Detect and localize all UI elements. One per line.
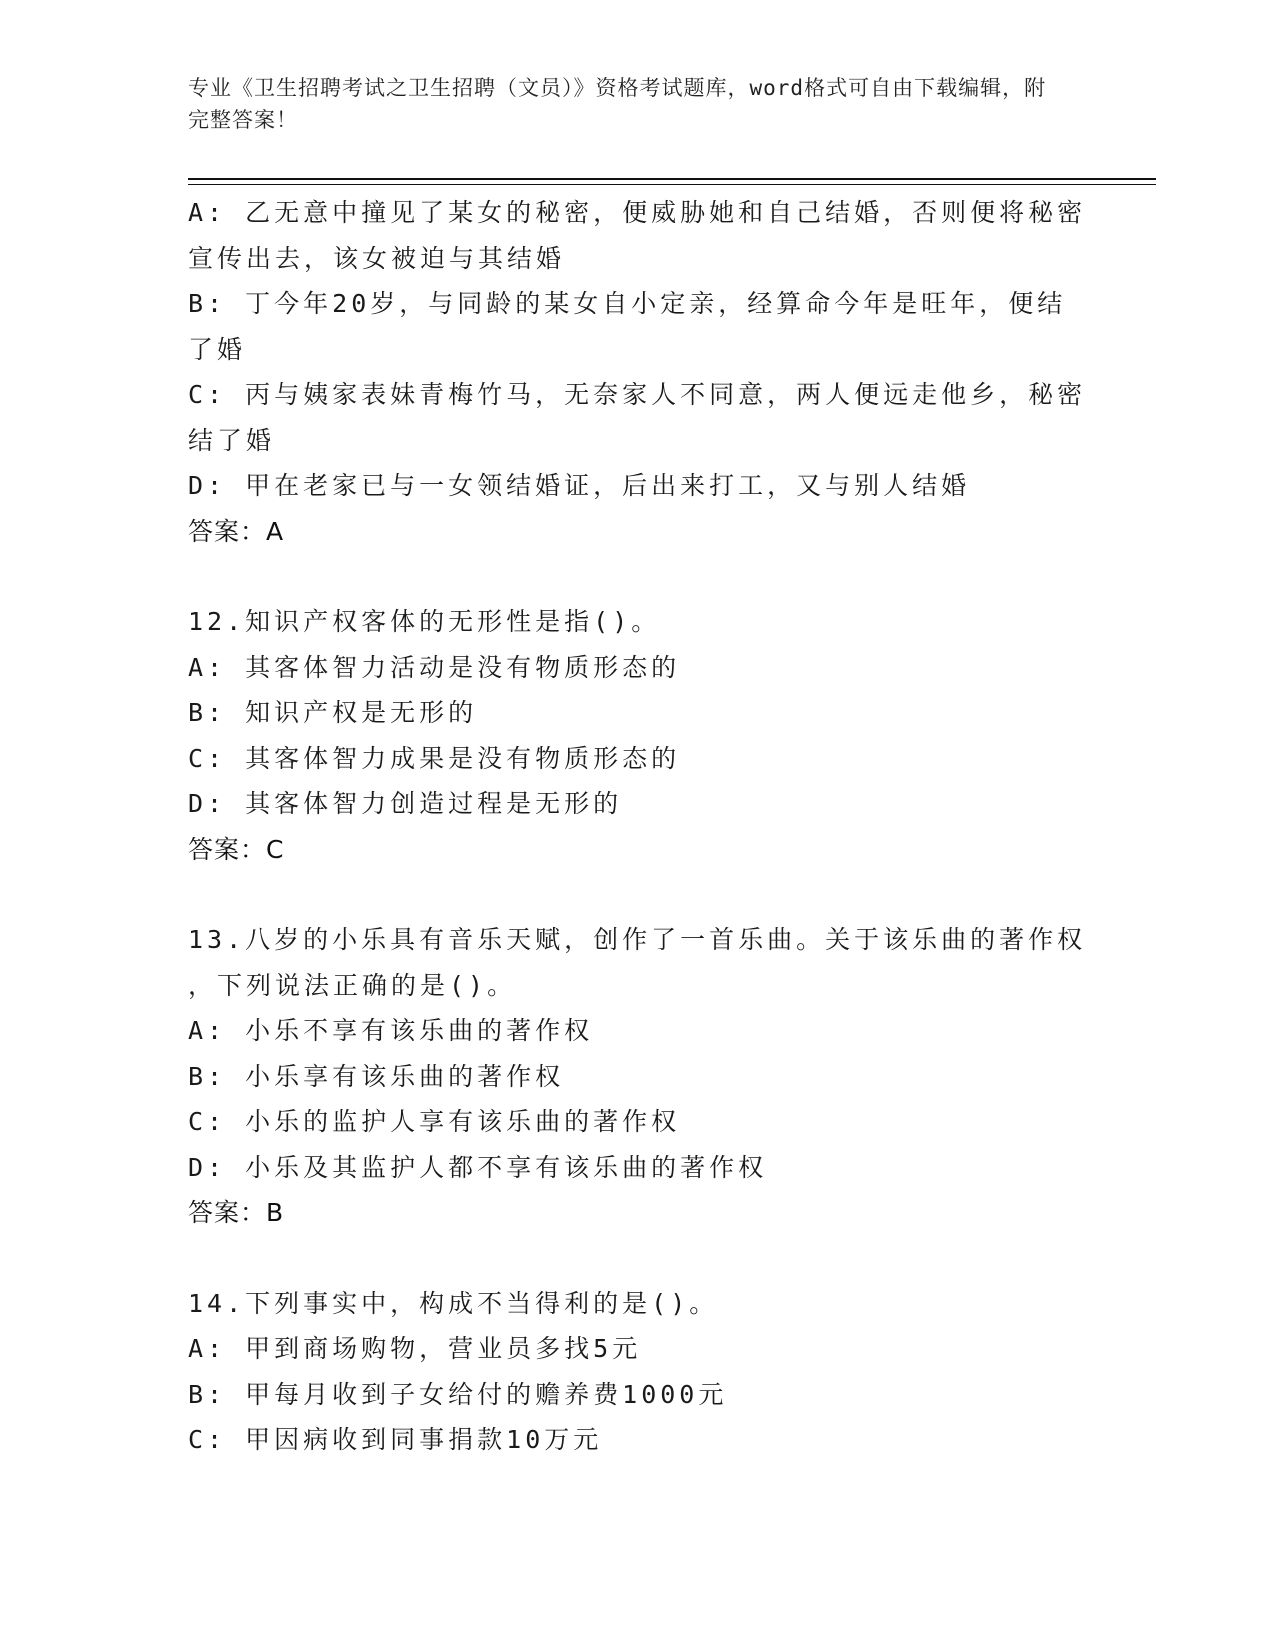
block-spacer — [188, 1236, 1088, 1281]
header-divider-thick — [188, 178, 1156, 180]
answer-12: 答案：C — [188, 834, 285, 864]
question-12-option-b: B: 知识产权是无形的 — [188, 698, 478, 727]
question-13-option-c: C: 小乐的监护人享有该乐曲的著作权 — [188, 1107, 681, 1136]
option-c-line-2: 结了婚 — [188, 425, 276, 455]
question-12-option-c: C: 其客体智力成果是没有物质形态的 — [188, 743, 681, 773]
question-14-stem: 14.下列事实中，构成不当得利的是()。 — [188, 1288, 719, 1318]
document-header: 专业《卫生招聘考试之卫生招聘（文员）》资格考试题库，word格式可自由下载编辑，附完整答案！ — [188, 76, 1047, 132]
question-13-stem-line-2: ，下列说法正确的是()。 — [188, 970, 517, 1000]
block-spacer — [188, 554, 1088, 599]
answer-13: 答案：B — [188, 1198, 285, 1227]
question-14-option-b: B: 甲每月收到子女给付的赡养费1000元 — [188, 1379, 728, 1409]
question-block-11 — [188, 190, 1088, 554]
question-13-option-b: B: 小乐享有该乐曲的著作权 — [188, 1061, 565, 1091]
option-b-line-2: 了婚 — [188, 334, 247, 364]
option-a-line-2: 宣传出去，该女被迫与其结婚 — [188, 243, 566, 273]
option-a-line-1: A: 乙无意中撞见了某女的秘密，便威胁她和自己结婚，否则便将秘密 — [188, 198, 1087, 227]
question-12-option-a: A: 其客体智力活动是没有物质形态的 — [188, 652, 681, 682]
question-list — [188, 190, 1088, 1463]
option-d-line-1: D: 甲在老家已与一女领结婚证，后出来打工，又与别人结婚 — [188, 471, 971, 500]
option-b-line-1: B: 丁今年20岁，与同龄的某女自小定亲，经算命今年是旺年，便结 — [188, 289, 1067, 318]
question-13-option-d: D: 小乐及其监护人都不享有该乐曲的著作权 — [188, 1152, 768, 1182]
question-13-option-a: A: 小乐不享有该乐曲的著作权 — [188, 1016, 594, 1045]
question-14-option-c: C: 甲因病收到同事捐款10万元 — [188, 1425, 603, 1454]
answer-11: 答案：A — [188, 516, 285, 546]
question-12-stem: 12.知识产权客体的无形性是指()。 — [188, 607, 661, 636]
question-13-stem-line-1: 13.八岁的小乐具有音乐天赋，创作了一首乐曲。关于该乐曲的著作权 — [188, 925, 1087, 954]
question-block-12 — [188, 599, 1088, 872]
question-12-option-d: D: 其客体智力创造过程是无形的 — [188, 789, 623, 818]
option-c-line-1: C: 丙与姨家表妹青梅竹马，无奈家人不同意，两人便远走他乡，秘密 — [188, 380, 1087, 409]
question-block-14 — [188, 1281, 1088, 1463]
question-block-13 — [188, 917, 1088, 1236]
header-divider-thin — [188, 184, 1156, 185]
block-spacer — [188, 872, 1088, 917]
question-14-option-a: A: 甲到商场购物，营业员多找5元 — [188, 1334, 642, 1363]
